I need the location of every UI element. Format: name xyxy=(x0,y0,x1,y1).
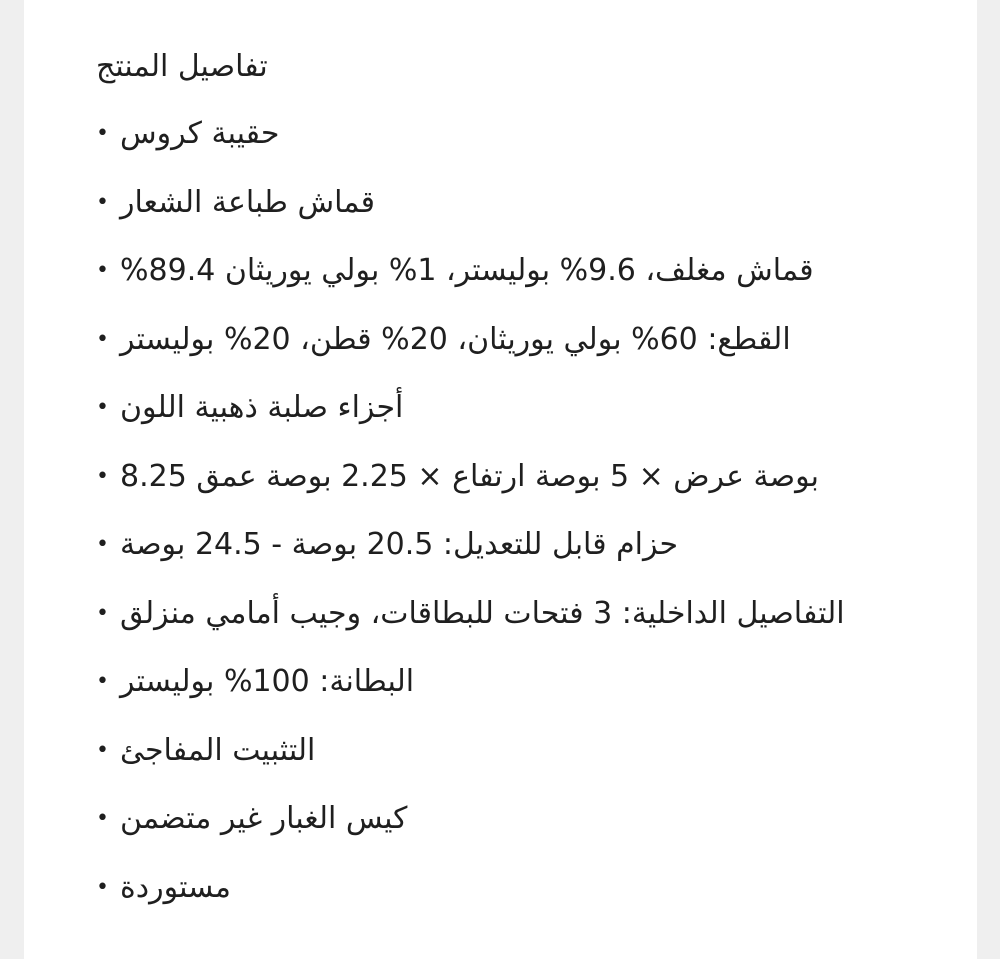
bullet-icon: • xyxy=(96,463,109,489)
list-item xyxy=(96,306,926,375)
product-details-section xyxy=(96,40,926,922)
list-item xyxy=(96,717,926,786)
list-item-text: التثبيت المفاجئ xyxy=(120,732,316,768)
list-item-text: قماش طباعة الشعار xyxy=(120,184,375,220)
list-item-text: حزام قابل للتعديل: 20.5 بوصة - 24.5 بوصة xyxy=(120,527,679,563)
list-item xyxy=(96,580,926,649)
list-item xyxy=(96,374,926,443)
list-item-text: القطع: 60% بولي يوريثان، 20% قطن، 20% بوليستر xyxy=(120,321,791,357)
bullet-icon: • xyxy=(96,600,109,626)
bullet-icon: • xyxy=(96,189,109,215)
list-item-text: أجزاء صلبة ذهبية اللون xyxy=(120,390,404,426)
list-item-text: مستوردة xyxy=(120,869,231,905)
bullet-icon: • xyxy=(96,395,109,421)
list-item xyxy=(96,648,926,717)
bullet-icon: • xyxy=(96,121,109,147)
list-item-text: حقيبة كروس xyxy=(120,116,280,152)
list-item-text: البطانة: 100% بوليستر xyxy=(120,664,415,700)
bullet-icon: • xyxy=(96,874,109,900)
list-item-text: كيس الغبار غير متضمن xyxy=(120,801,408,837)
list-item xyxy=(96,511,926,580)
bullet-icon: • xyxy=(96,258,109,284)
list-item-text: قماش مغلف، 9.6% بوليستر، 1% بولي يوريثان 89.4% xyxy=(120,253,814,289)
section-title: تفاصيل المنتج xyxy=(96,49,268,84)
product-details-card xyxy=(24,0,977,959)
bullet-icon: • xyxy=(96,737,109,763)
bullet-icon: • xyxy=(96,532,109,558)
bullet-icon: • xyxy=(96,326,109,352)
list-item xyxy=(96,854,926,923)
list-item xyxy=(96,237,926,306)
list-item-text: التفاصيل الداخلية: 3 فتحات للبطاقات، وجيب أمامي منزلق xyxy=(120,595,845,631)
list-item xyxy=(96,169,926,238)
list-item-text: بوصة عرض × 5 بوصة ارتفاع × 2.25 بوصة عمق 8.25 xyxy=(120,458,819,494)
details-list xyxy=(96,100,926,922)
list-item xyxy=(96,785,926,854)
bullet-icon: • xyxy=(96,806,109,832)
list-item xyxy=(96,100,926,169)
list-item xyxy=(96,443,926,512)
bullet-icon: • xyxy=(96,669,109,695)
